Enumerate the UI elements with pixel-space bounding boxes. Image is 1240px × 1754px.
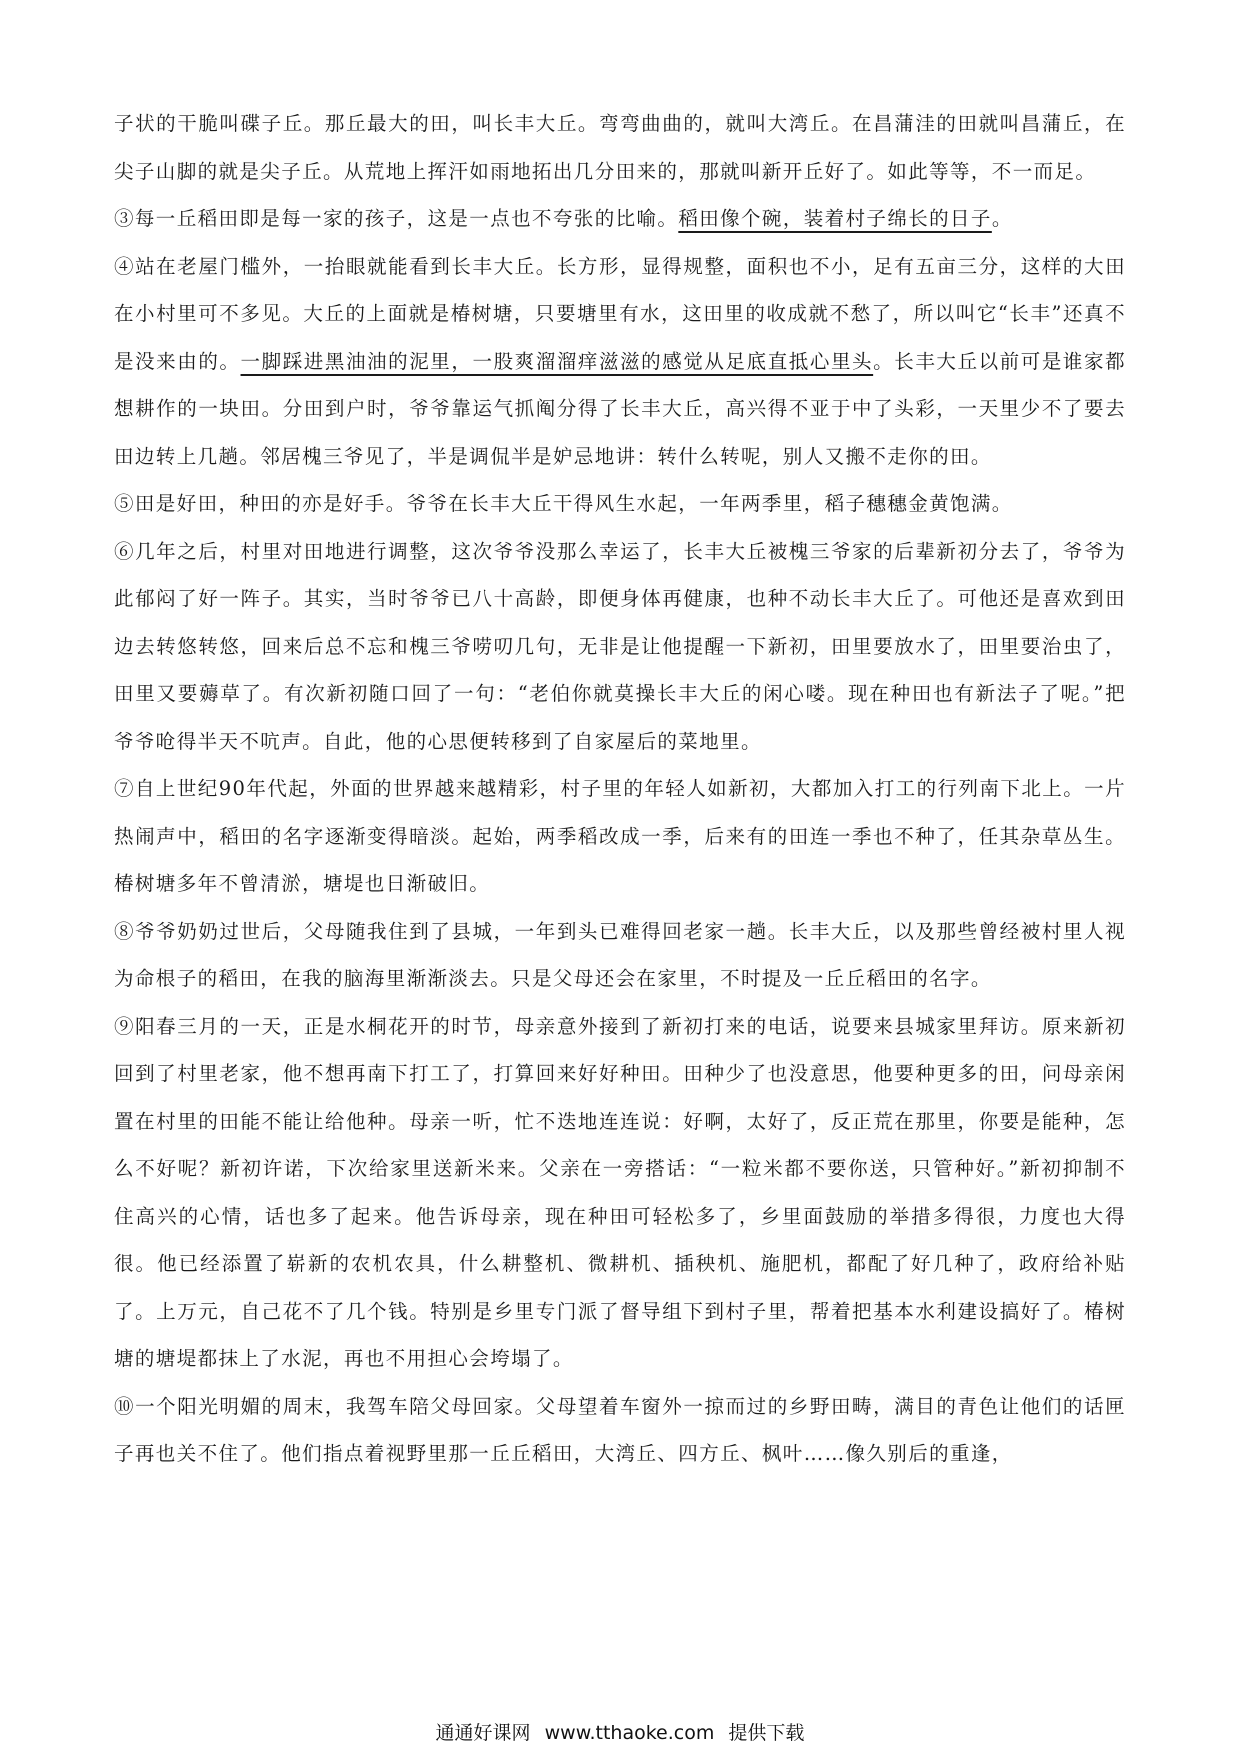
paragraph: [114, 243, 1126, 481]
text-segment: 子状的干脆叫碟子丘。那丘最大的田，叫长丰大丘。弯弯曲曲的，就叫大湾丘。在昌蒲洼的田就叫昌蒲丘，在尖子山脚的就是尖子丘。从荒地上挥汗如雨地拓出几分田来的，那就叫新开丘好了。如此等等，不一而足。: [114, 112, 1126, 183]
paragraph: [114, 195, 1126, 243]
document-body: [114, 100, 1126, 1478]
paragraph: [114, 480, 1126, 528]
text-segment: ③每一丘稻田即是每一家的孩子，这是一点也不夸张的比喻。: [114, 207, 679, 230]
paragraph: [114, 528, 1126, 766]
underlined-sentence: 一脚踩进黑油油的泥里，一股爽溜溜痒滋滋的感觉从足底直抵心里头: [240, 349, 874, 373]
paragraph: [114, 1383, 1126, 1478]
text-segment: ⑧爷爷奶奶过世后，父母随我住到了县城，一年到头已难得回老家一趟。长丰大丘，以及那些曾经被村里人视为命根子的稻田，在我的脑海里渐渐淡去。只是父母还会在家里，不时提及一丘丘稻田的名字。: [114, 919, 1126, 990]
text-segment: 。长丰大丘以前可是谁家都想耕作的一块田。分田到户时，爷爷靠运气抓阄分得了长丰大丘，高兴得不亚于中了头彩，一天里少不了要去田边转上几趟。邻居槐三爷见了，半是调侃半是妒忌地讲：转什么转呢，别人又搬不走你的田。: [114, 349, 1126, 468]
paragraph: [114, 765, 1126, 908]
text-segment: ⑤田是好田，种田的亦是好手。爷爷在长丰大丘干得风生水起，一年两季里，稻子穗穗金黄饱满。: [114, 492, 1013, 515]
footer-suffix: 提供下载: [728, 1722, 805, 1744]
paragraph: [114, 1003, 1126, 1383]
text-segment: ⑥几年之后，村里对田地进行调整，这次爷爷没那么幸运了，长丰大丘被槐三爷家的后辈新初分去了，爷爷为此郁闷了好一阵子。其实，当时爷爷已八十高龄，即便身体再健康，也种不动长丰大丘了。可他还是喜欢到田边去转悠转悠，回来后总不忘和槐三爷唠叨几句，无非是让他提醒一下新初，田里要放水了，田里要治虫了，田里又要薅草了。有次新初随口回了一句：“老伯你就莫操长丰大丘的闲心喽。现在种田也有新法子了呢。”把爷爷呛得半天不吭声。自此，他的心思便转移到了自家屋后的菜地里。: [114, 539, 1126, 753]
text-segment: ⑦自上世纪90年代起，外面的世界越来越精彩，村子里的年轻人如新初，大都加入打工的行列南下北上。一片热闹声中，稻田的名字逐渐变得暗淡。起始，两季稻改成一季，后来有的田连一季也不种了，任其杂草丛生。椿树塘多年不曾清淤，塘堤也日渐破旧。: [114, 777, 1126, 895]
paragraph: [114, 908, 1126, 1003]
underlined-sentence: 稻田像个碗，装着村子绵长的日子: [678, 207, 992, 230]
page-footer: [0, 1718, 1240, 1745]
footer-site-name: 通通好课网: [435, 1722, 531, 1744]
text-segment: ⑩一个阳光明媚的周末，我驾车陪父母回家。父母望着车窗外一掠而过的乡野田畴，满目的青色让他们的话匣子再也关不住了。他们指点着视野里那一丘丘稻田，大湾丘、四方丘、枫叶……像久别后的重逢，: [114, 1394, 1126, 1465]
text-segment: ⑨阳春三月的一天，正是水桐花开的时节，母亲意外接到了新初打来的电话，说要来县城家里拜访。原来新初回到了村里老家，他不想再南下打工了，打算回来好好种田。田种少了也没意思，他要种更多的田，问母亲闲置在村里的田能不能让给他种。母亲一听，忙不迭地连连说：好啊，太好了，反正荒在那里，你要是能种，怎么不好呢？新初许诺，下次给家里送新米来。父亲在一旁搭话：“一粒米都不要你送，只管种好。”新初抑制不住高兴的心情，话也多了起来。他告诉母亲，现在种田可轻松多了，乡里面鼓励的举措多得很，力度也大得很。他已经添置了崭新的农机农具，什么耕整机、微耕机、插秧机、施肥机，都配了好几种了，政府给补贴了。上万元，自己花不了几个钱。特别是乡里专门派了督导组下到村子里，帮着把基本水利建设搞好了。椿树塘的塘堤都抹上了水泥，再也不用担心会垮塌了。: [114, 1014, 1126, 1370]
text-segment: 。: [991, 207, 1013, 230]
footer-url[interactable]: www.tthaoke.com: [544, 1722, 715, 1744]
text-segment: ④站在老屋门槛外，一抬眼就能看到长丰大丘。长方形，显得规整，面积也不小，足有五亩三分，这样的大田在小村里可不多见。大丘的上面就是椿树塘，只要塘里有水，这田里的收成就不愁了，所以叫它“长丰”还真不是没来由的。: [114, 254, 1126, 373]
paragraph: [114, 100, 1126, 195]
